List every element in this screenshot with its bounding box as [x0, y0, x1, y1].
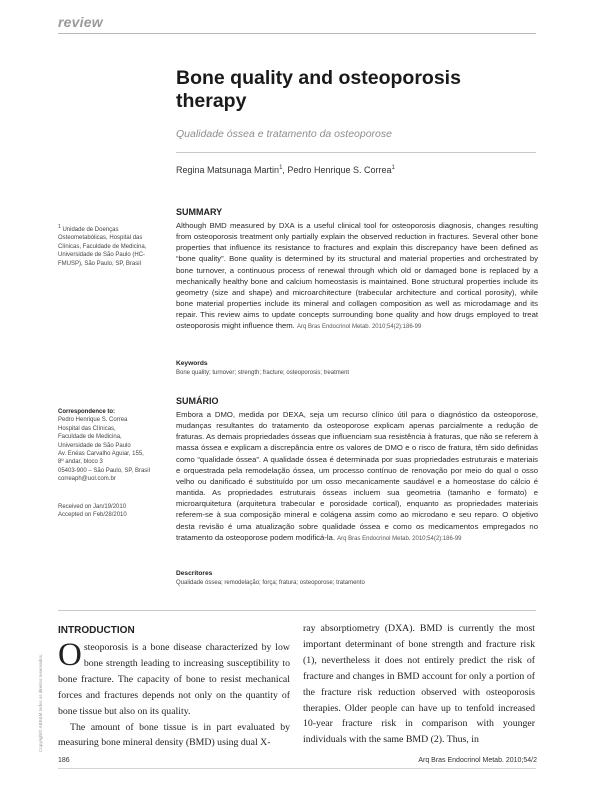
accepted-date: Accepted on Feb/28/2010 [58, 512, 127, 519]
section-tag: review [58, 14, 103, 30]
copyright-text: Copyright© ABE&M todos os direitos reservados. [38, 653, 43, 752]
correspondence-line: 05403-900 – São Paulo, SP, Brasil [58, 467, 150, 474]
summary-citation: Arq Bras Endocrinol Metab. 2010;54(2):186-99 [296, 324, 422, 331]
intro-paragraph-continued: ray absorptiometry (DXA). BMD is currently the most important determinant of bone strength and fracture risk (1), nevertheless it does not entirely predict the risk of fracture and changes in BMD account for only a portion of the fracture risk reduction observed with osteoporosis therapies. Older people can have up to tenfold increased 10-year fracture risk in comparison with younger individuals with the same BMD (2). Thus, in [303, 623, 535, 746]
footer-divider [58, 768, 536, 769]
correspondence-heading: Correspondence to: [58, 409, 116, 415]
correspondence-line: Av. Enéas Carvalho Aguiar, 155, [58, 451, 144, 458]
received-date: Received on Jan/19/2010 [58, 504, 127, 510]
article-subtitle: Qualidade óssea e tratamento da osteoporose [176, 128, 392, 140]
summary-abstract [176, 220, 538, 334]
body-column-right [303, 621, 535, 748]
author-list [176, 165, 395, 175]
received-dates [58, 503, 163, 520]
keywords-heading: Keywords [176, 360, 208, 367]
sumario-text: Embora a DMO, medida por DEXA, seja um recurso clínico útil para o diagnóstico da osteoporose, mudanças resultantes do tratamento da osteoporose explicam apenas parcialmente a redução de fraturas. As demais propriedades ósseas que influenciam sua resistência à fraturas, que não se referem à massa óssea e explicam a discrepância entre os valores de DMO e o risco de fratura, têm sido definidas como “qualidade óssea”. A qualidade óssea é determinada por suas propriedades estruturais e materiais e orquestrada pela remodelação óssea, um processo contínuo de renovação por meio do qual o osso velho ou danificado é substituído por um osso mecanicamente saudável e a homeostase do cálcio é mantida. As propriedades estruturais ósseas incluem sua geometria (tamanho e formato) e microarquitetura (arquitetura trabecular e porosidade cortical), enquanto as propriedades materiais referem-se à sua composição mineral e colágena assim como ao microdano e seu reparo. O objetivo desta revisão é uma atualização sobre qualidade óssea e como os medicamentos empregados no tratamento da osteoporose podem modificá-la. [176, 410, 538, 542]
correspondence-line: Faculdade de Medicina, [58, 434, 122, 441]
descritores-heading: Descritores [176, 570, 213, 577]
top-divider [58, 33, 536, 34]
introduction-heading: INTRODUCTION [58, 625, 135, 636]
keywords-list: Bone quality; turnover; strength; fracture; osteoporosis; treatment [176, 370, 350, 376]
copyright-notice [38, 632, 48, 752]
author-name: Regina Matsunaga Martin [176, 165, 280, 175]
affiliation-mark: 1 [58, 224, 61, 230]
affiliation-note [58, 223, 163, 268]
intro-paragraph-1: steoporosis is a bone disease characterized by low bone strength leading to increasing susceptibility to bone fracture. The capacity of bone to resist mechanical forces and fractures depends not only on the quantity of bone tissue but also on its quality. [58, 642, 290, 717]
author-separator: , [282, 165, 288, 175]
drop-cap: O [58, 637, 82, 673]
affiliation-text: Unidade de Doenças Osteometabólicas, Hospital das Clínicas, Faculdade de Medicina, Universidade de São Paulo (HC-FMUSP), São Paulo, SP, Brasil [58, 227, 147, 267]
journal-reference: Arq Bras Endocrinol Metab. 2010;54/2 [418, 757, 537, 764]
page-number: 186 [58, 757, 70, 764]
summary-heading: SUMMARY [176, 207, 223, 217]
article-title: Bone quality and osteoporosis therapy [176, 67, 461, 112]
sumario-citation: Arq Bras Endocrinol Metab. 2010;54(2):186-99 [337, 535, 462, 542]
correspondence-line: 8º andar, bloco 3 [58, 459, 103, 466]
author-affiliation-mark: 1 [391, 165, 395, 171]
body-divider [58, 610, 536, 611]
sumario-abstract [176, 409, 538, 545]
correspondence-block [58, 408, 163, 484]
correspondence-line: Universidade de São Paulo [58, 442, 131, 449]
sumario-heading: SUMÁRIO [176, 396, 219, 406]
descritores-list: Qualidade óssea; remodelação; força; fratura; osteoporose; tratamento [176, 580, 365, 586]
body-column-left [58, 637, 290, 751]
correspondence-email[interactable]: correaph@uol.com.br [58, 476, 116, 483]
author-affiliation-mark: 1 [279, 165, 283, 171]
author-name: Pedro Henrique S. Correa [287, 165, 392, 175]
correspondence-line: Hospital das Clínicas, [58, 425, 116, 432]
correspondence-line: Pedro Henrique S. Correa [58, 417, 128, 424]
title-divider [176, 152, 536, 153]
intro-paragraph-2: The amount of bone tissue is in part evaluated by measuring bone mineral density (BMD) using dual X- [58, 721, 290, 749]
summary-text: Although BMD measured by DXA is a useful clinical tool for osteoporosis diagnosis, changes resulting from osteoporosis treatment only partially explain the observed reduction in fractures. Several other bone properties that influence its resistance to fractures and explain this discrepancy have been defined as “bone quality”. Bone quality is determined by its structural and material properties and orchestrated by bone turnover, a continuous process of renewal through which old or damaged bone is replaced by a mechanically healthy bone and calcium homeostasis is maintained. Bone structural properties include its geometry (size and shape) and microarchitecture (trabecular architecture and cortical porosity), while bone material properties include its mineral and collagen composition as well as microdamage and its repair. This review aims to update concepts surrounding bone quality and how drugs employed to treat osteoporosis might influence them. [176, 221, 538, 331]
